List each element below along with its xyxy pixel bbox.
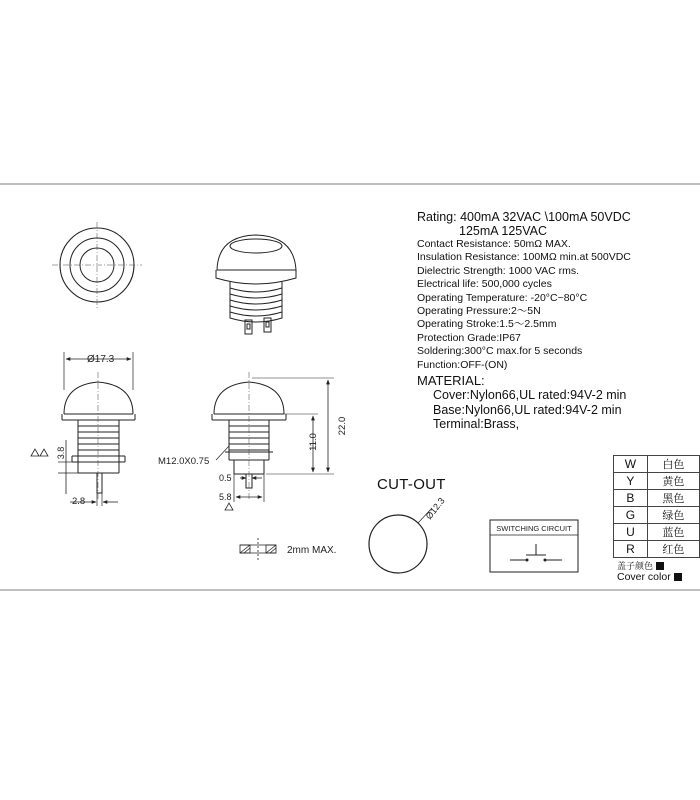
top-view	[52, 222, 142, 308]
color-name-cn: 白色	[647, 456, 699, 473]
diameter-label: Ø17.3	[87, 354, 115, 365]
color-row	[614, 507, 700, 524]
isometric-view	[216, 235, 296, 334]
spec-insulation-resistance: Insulation Resistance: 100MΩ min.at 500VDC	[417, 251, 631, 264]
spec-operating-temperature: Operating Temperature: -20°C~80°C	[417, 291, 588, 304]
width-5-8-label: 5.8	[219, 492, 232, 502]
cutout-diameter-label: Ø12.3	[423, 495, 447, 522]
cover-color-cn-label: 盖子颜色	[617, 562, 654, 572]
color-row	[614, 524, 700, 541]
material-terminal: Terminal:Brass,	[433, 417, 520, 432]
color-table	[613, 455, 700, 558]
color-name-cn: 红色	[647, 541, 699, 558]
spec-operating-pressure: Operating Pressure:2～5N	[417, 305, 541, 318]
color-row	[614, 490, 700, 507]
color-name-cn: 黄色	[647, 473, 699, 490]
spec-rating-line2: 125mA 125VAC	[459, 224, 548, 238]
color-code: G	[614, 507, 648, 524]
width-2-8-label: 2.8	[72, 496, 86, 507]
specifications-block	[417, 210, 697, 432]
spec-protection-grade: Protection Grade:IP67	[417, 331, 521, 344]
spec-electrical-life: Electrical life: 500,000 cycles	[417, 278, 552, 291]
spec-operating-stroke: Operating Stroke:1.5～2.5mm	[417, 318, 557, 331]
spec-contact-resistance: Contact Resistance: 50mΩ MAX.	[417, 238, 571, 250]
color-code: R	[614, 541, 648, 558]
dimension-11-0	[266, 414, 334, 474]
cover-color-en-label: Cover color	[617, 571, 671, 583]
color-row	[614, 456, 700, 473]
color-name-cn: 绿色	[647, 507, 699, 524]
switching-circuit-diagram	[490, 520, 578, 572]
cutout-title: CUT-OUT	[377, 476, 446, 493]
spec-dielectric-strength: Dielectric Strength: 1000 VAC rms.	[417, 264, 580, 277]
height-11-0-label: 11.0	[308, 433, 319, 451]
material-title: MATERIAL:	[417, 373, 485, 389]
cover-color-swatch	[674, 573, 682, 581]
front-view-left	[62, 372, 135, 500]
cover-color-swatch	[656, 562, 664, 570]
color-code: U	[614, 524, 648, 541]
panel-thickness-label: 2mm MAX.	[287, 545, 337, 556]
color-name-cn: 蓝色	[647, 524, 699, 541]
color-code: B	[614, 490, 648, 507]
spec-soldering: Soldering:300°C max.for 5 seconds	[417, 345, 583, 358]
panel-thickness-symbol	[240, 538, 276, 560]
color-row	[614, 473, 700, 490]
thread-dimension	[158, 446, 229, 467]
spec-rating: Rating: 400mA 32VAC \100mA 50VDC	[417, 210, 631, 224]
dimension-3-8	[56, 440, 78, 494]
switching-circuit-label: SWITCHING CIRCUIT	[496, 524, 572, 533]
material-base: Base:Nylon66,UL rated:94V-2 min	[433, 402, 622, 417]
cover-color-en	[617, 571, 682, 583]
color-name-cn: 黑色	[647, 490, 699, 507]
cutout-hole	[369, 496, 447, 573]
height-22-0-label: 22.0	[337, 416, 348, 436]
dimension-2-8	[70, 493, 118, 507]
color-code: W	[614, 456, 648, 473]
dimension-22-0	[252, 378, 348, 472]
thread-label: M12.0X0.75	[158, 456, 210, 467]
material-cover: Cover:Nylon66,UL rated:94V-2 min	[433, 388, 627, 403]
dimension-diameter	[64, 352, 133, 390]
color-code: Y	[614, 473, 648, 490]
width-0-5-label: 0.5	[219, 473, 232, 483]
height-3-8-label: 3.8	[56, 446, 66, 460]
color-row	[614, 541, 700, 558]
spec-function: Function:OFF-(ON)	[417, 358, 508, 371]
